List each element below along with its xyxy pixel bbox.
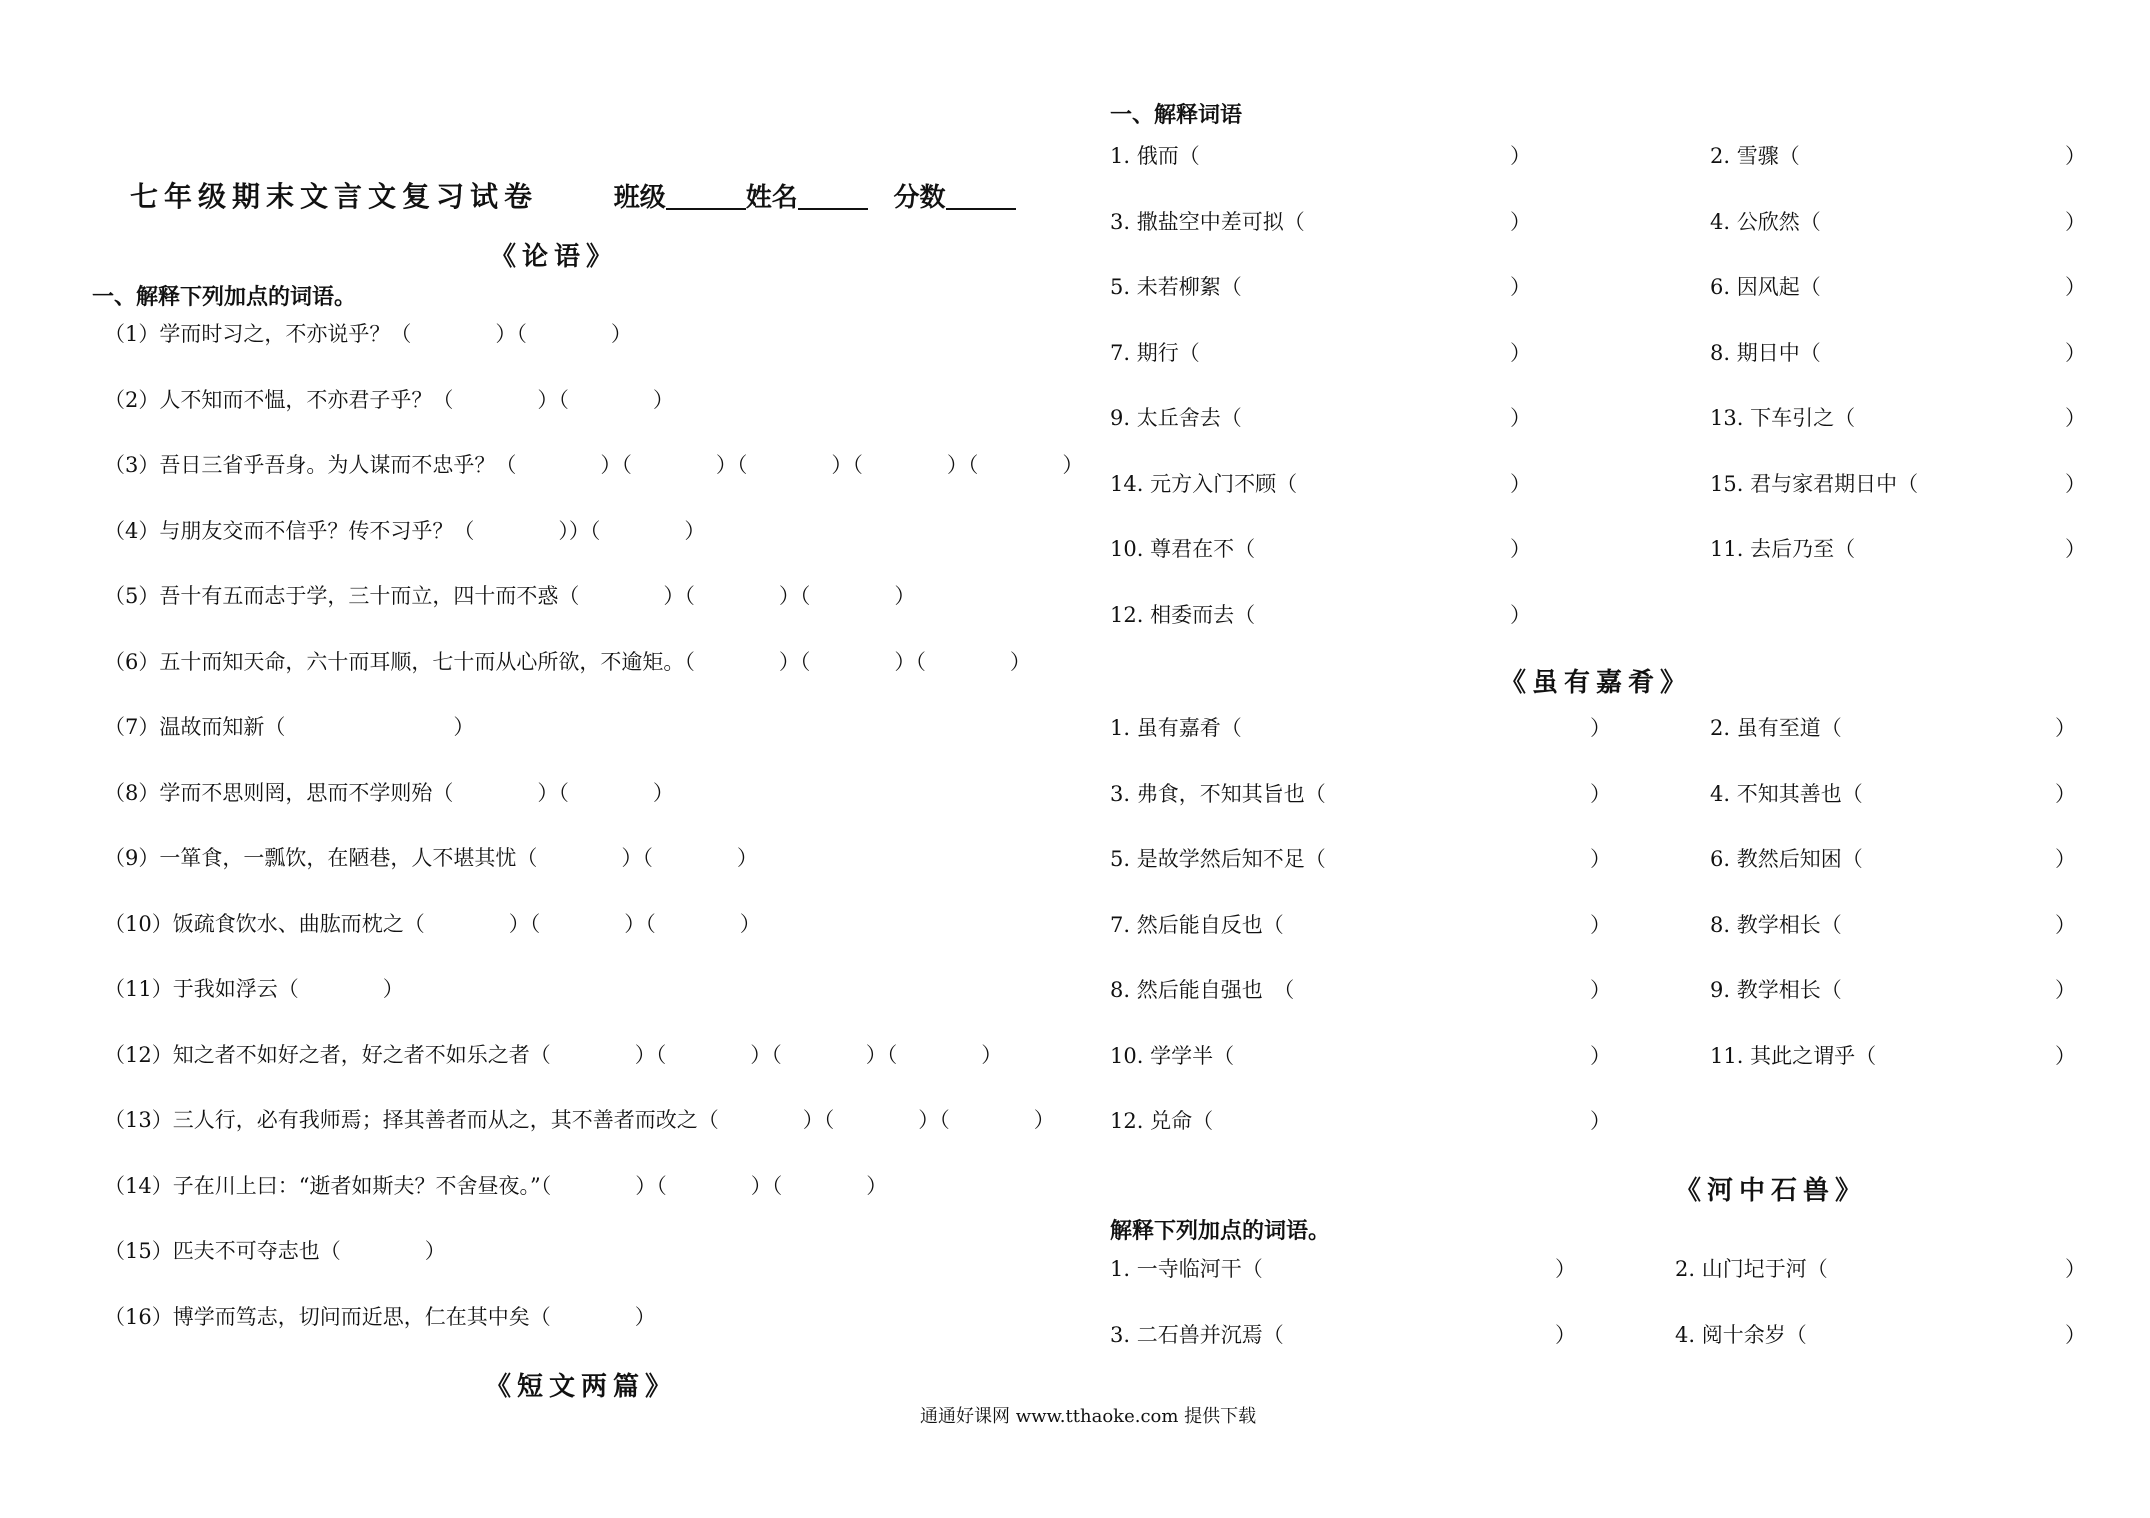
question-left: 1. 一寺临河干（ (1110, 1257, 1263, 1281)
question-right: 2. 雪骤（ (1710, 144, 1800, 168)
lunyu-question: （14）子在川上曰：“逝者如斯夫？不舍昼夜。”（ ）（ ）（ ） (104, 1173, 888, 1198)
lunyu-question: （8）学而不思则罔，思而不学则殆（ ）（ ） (104, 780, 674, 805)
question-right: 11. 其此之谓乎（ (1710, 1043, 1877, 1068)
question-left: 10. 尊君在不（ (1110, 537, 1256, 561)
score-blank[interactable] (946, 182, 1016, 210)
page-title-line (130, 175, 1016, 215)
question-left: 7. 期行（ (1110, 340, 1200, 365)
answer-close-left: ） (1590, 1043, 1611, 1068)
page-title: 七年级期末文言文复习试卷 (130, 180, 539, 213)
answer-close-right: ） (2055, 912, 2076, 937)
answer-close-right: ） (2065, 340, 2086, 365)
answer-close-left: ） (1555, 1322, 1576, 1347)
hezhong-heading: 《河中石兽》 (1675, 1176, 1868, 1206)
question-right: 2. 虽有至道（ (1710, 716, 1842, 740)
lunyu-question: （13）三人行，必有我师焉；择其善者而从之，其不善者而改之（ ）（ ）（ ） (104, 1108, 1055, 1132)
answer-close-right: ） (2055, 1043, 2076, 1068)
score-label: 分数 (893, 183, 946, 213)
lunyu-question: （12）知之者不如好之者，好之者不如乐之者（ ）（ ）（ ）（ ） (104, 1042, 1003, 1067)
answer-close-left: ） (1510, 537, 1531, 561)
answer-close-right: ） (2065, 471, 2086, 496)
question-right: 15. 君与家君期日中（ (1710, 471, 1919, 496)
answer-close-right: ） (2055, 781, 2076, 806)
lunyu-question: （2）人不知而不愠，不亦君子乎？（ ）（ ） (104, 387, 674, 412)
answer-close-left: ） (1510, 340, 1531, 365)
question-left: 9. 太丘舍去（ (1110, 406, 1242, 430)
question-right: 8. 教学相长（ (1710, 912, 1842, 937)
answer-close-left: ） (1590, 912, 1611, 937)
question-left: 5. 是故学然后知不足（ (1110, 847, 1326, 871)
question-right: 6. 教然后知困（ (1710, 847, 1863, 871)
question-right: 9. 教学相长（ (1710, 978, 1842, 1002)
question-left: 10. 学学半（ (1110, 1043, 1235, 1068)
lunyu-question: （7）温故而知新（ ） (104, 715, 475, 739)
answer-close-left: ） (1510, 602, 1531, 627)
answer-close-left: ） (1510, 471, 1531, 496)
name-blank[interactable] (798, 182, 868, 210)
lunyu-heading: 《论语》 (490, 242, 619, 272)
answer-close-right: ） (2065, 1322, 2086, 1347)
question-right: 4. 公欣然（ (1710, 209, 1821, 234)
answer-close-left: ） (1590, 716, 1611, 740)
question-right: 13. 下车引之（ (1710, 406, 1856, 430)
question-left: 3. 撒盐空中差可拟（ (1110, 209, 1305, 234)
question-left: 12. 兑命（ (1110, 1109, 1214, 1133)
right-instruction: 一、解释词语 (1110, 102, 1243, 128)
answer-close-right: ） (2055, 978, 2076, 1002)
lunyu-question: （10）饭疏食饮水、曲肱而枕之（ ）（ ）（ ） (104, 911, 761, 936)
name-label: 姓名 (745, 183, 798, 213)
answer-close-right: ） (2055, 847, 2076, 871)
footer-credit: 通通好课网 www.tthaoke.com 提供下载 (920, 1406, 1257, 1427)
lunyu-question: （11）于我如浮云（ ） (104, 977, 404, 1001)
answer-close-right: ） (2065, 275, 2086, 299)
answer-close-left: ） (1555, 1257, 1576, 1281)
class-blank[interactable] (666, 182, 746, 210)
question-left: 14. 元方入门不顾（ (1110, 471, 1298, 496)
question-left: 12. 相委而去（ (1110, 602, 1256, 627)
lunyu-question: （5）吾十有五而志于学，三十而立，四十而不惑（ ）（ ）（ ） (104, 584, 916, 608)
lunyu-question: （1）学而时习之，不亦说乎？（ ）（ ） (104, 322, 632, 346)
question-right: 11. 去后乃至（ (1710, 537, 1856, 561)
answer-close-right: ） (2065, 537, 2086, 561)
lunyu-question: （6）五十而知天命，六十而耳顺，七十而从心所欲，不逾矩。（ ）（ ）（ ） (104, 649, 1031, 674)
answer-close-left: ） (1510, 209, 1531, 234)
question-right: 6. 因风起（ (1710, 275, 1821, 299)
class-label: 班级 (613, 183, 666, 213)
answer-close-left: ） (1510, 275, 1531, 299)
question-right: 2. 山门圮于河（ (1675, 1257, 1828, 1281)
answer-close-left: ） (1590, 1109, 1611, 1133)
answer-close-right: ） (2065, 1257, 2086, 1281)
lunyu-question: （15）匹夫不可夺志也（ ） (104, 1239, 446, 1263)
lunyu-question: （16）博学而笃志，切问而近思，仁在其中矣（ ） (104, 1304, 656, 1329)
answer-close-right: ） (2055, 716, 2076, 740)
lunyu-instruction: 一、解释下列加点的词语。 (92, 284, 357, 310)
lunyu-question: （9）一箪食，一瓢饮，在陋巷，人不堪其忧（ ）（ ） (104, 846, 758, 870)
answer-close-left: ） (1590, 847, 1611, 871)
suiyou-heading: 《虽有嘉肴》 (1500, 668, 1693, 698)
question-left: 3. 弗食，不知其旨也（ (1110, 781, 1326, 806)
answer-close-left: ） (1590, 781, 1611, 806)
lunyu-question: （3）吾日三省乎吾身。为人谋而不忠乎？（ ）（ ）（ ）（ ）（ ） (104, 453, 1084, 477)
question-left: 3. 二石兽并沉焉（ (1110, 1322, 1284, 1347)
question-left: 5. 未若柳絮（ (1110, 275, 1242, 299)
answer-close-left: ） (1510, 406, 1531, 430)
question-left: 8. 然后能自强也 （ (1110, 978, 1295, 1002)
lunyu-question: （4）与朋友交而不信乎？传不习乎？（ ））（ ） (104, 518, 706, 543)
duanwen-heading: 《短文两篇》 (485, 1372, 678, 1402)
question-right: 4. 阅十余岁（ (1675, 1322, 1807, 1347)
question-right: 8. 期日中（ (1710, 340, 1821, 365)
question-left: 1. 虽有嘉肴（ (1110, 716, 1242, 740)
question-left: 7. 然后能自反也（ (1110, 912, 1284, 937)
answer-close-left: ） (1510, 144, 1531, 168)
answer-close-right: ） (2065, 406, 2086, 430)
answer-close-left: ） (1590, 978, 1611, 1002)
question-left: 1. 俄而（ (1110, 144, 1200, 168)
answer-close-right: ） (2065, 144, 2086, 168)
answer-close-right: ） (2065, 209, 2086, 234)
hezhong-instruction: 解释下列加点的词语。 (1110, 1218, 1331, 1244)
question-right: 4. 不知其善也（ (1710, 781, 1863, 806)
